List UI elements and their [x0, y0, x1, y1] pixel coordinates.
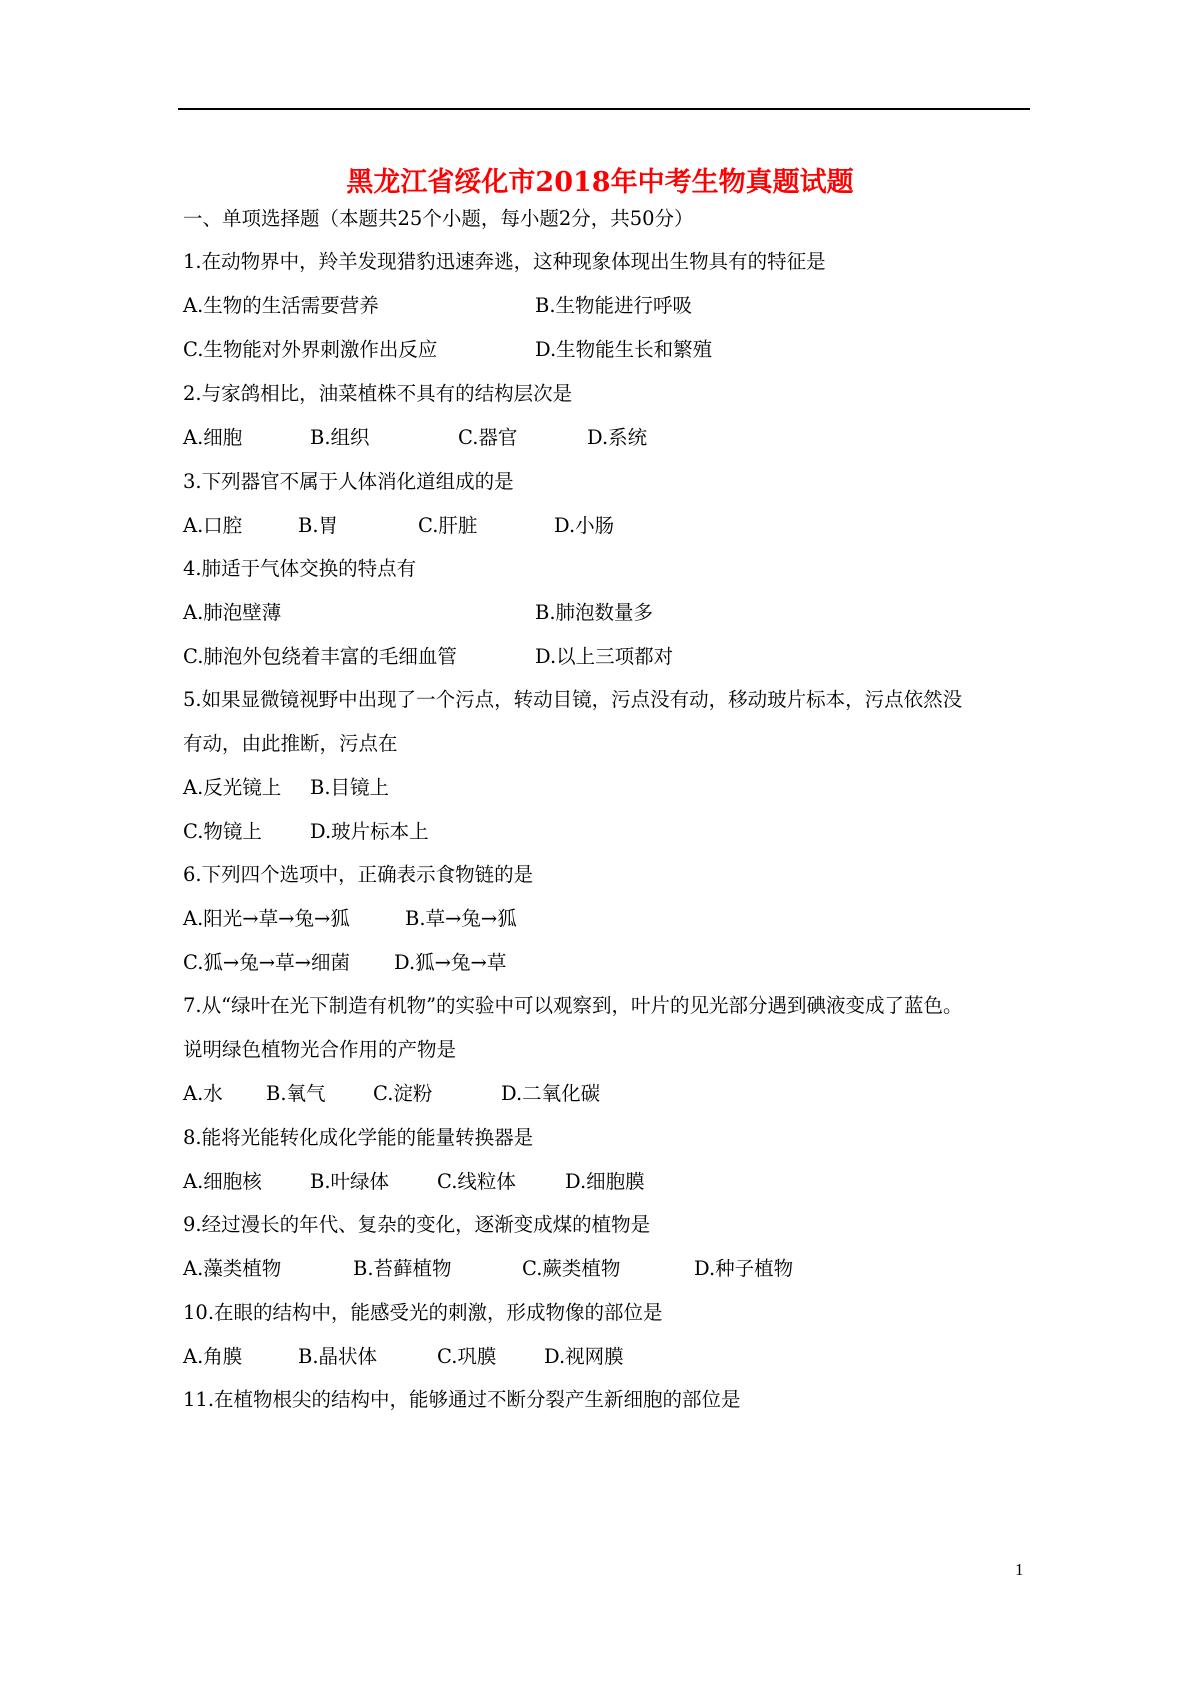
question-stem: 9.经过漫长的年代、复杂的变化，逐渐变成煤的植物是	[183, 1213, 651, 1236]
option-a: A.角膜	[183, 1345, 243, 1368]
question-stem: 1.在动物界中，羚羊发现猎豹迅速奔逃，这种现象体现出生物具有的特征是	[183, 250, 826, 273]
option-b: B.叶绿体	[310, 1170, 390, 1193]
option-d: D.生物能生长和繁殖	[535, 338, 713, 361]
option-a: A.细胞核	[183, 1170, 262, 1193]
option-a: A.反光镜上	[183, 776, 282, 799]
question-stem: 10.在眼的结构中，能感受光的刺激，形成物像的部位是	[183, 1301, 663, 1324]
option-b: B.草→兔→狐	[405, 907, 517, 930]
option-c: C.蕨类植物	[522, 1257, 621, 1280]
option-b: B.苔藓植物	[353, 1257, 452, 1280]
option-b: B.胃	[298, 514, 339, 537]
option-c: C.生物能对外界刺激作出反应	[183, 338, 438, 361]
option-a: A.肺泡壁薄	[183, 601, 282, 624]
option-b: B.目镜上	[310, 776, 390, 799]
question-stem: 4.肺适于气体交换的特点有	[183, 557, 417, 580]
question-stem-continued: 说明绿色植物光合作用的产物是	[183, 1038, 457, 1061]
document-title: 黑龙江省绥化市2018年中考生物真题试题	[346, 167, 854, 198]
option-a: A.阳光→草→兔→狐	[183, 907, 350, 930]
question-stem-continued: 有动，由此推断，污点在	[183, 732, 398, 755]
question-stem: 3.下列器官不属于人体消化道组成的是	[183, 470, 514, 493]
option-a: A.细胞	[183, 426, 243, 449]
option-d: D.狐→兔→草	[394, 951, 507, 974]
option-c: C.狐→兔→草→细菌	[183, 951, 350, 974]
option-d: D.种子植物	[694, 1257, 794, 1280]
option-b: B.晶状体	[298, 1345, 378, 1368]
option-d: D.以上三项都对	[535, 645, 674, 668]
option-c: C.线粒体	[437, 1170, 516, 1193]
option-d: D.二氧化碳	[501, 1082, 601, 1105]
option-c: C.巩膜	[437, 1345, 497, 1368]
option-a: A.藻类植物	[183, 1257, 282, 1280]
option-d: D.玻片标本上	[310, 820, 429, 843]
option-d: D.系统	[587, 426, 648, 449]
question-stem: 7.从“绿叶在光下制造有机物”的实验中可以观察到，叶片的见光部分遇到碘液变成了蓝色。	[183, 994, 963, 1017]
header-rule	[178, 108, 1030, 110]
option-c: C.淀粉	[373, 1082, 433, 1105]
page-number: 1	[1015, 1560, 1024, 1579]
option-a: A.生物的生活需要营养	[183, 294, 379, 317]
option-d: D.小肠	[554, 514, 615, 537]
option-b: B.氧气	[266, 1082, 326, 1105]
option-b: B.生物能进行呼吸	[535, 294, 693, 317]
option-c: C.肝脏	[418, 514, 478, 537]
option-b: B.组织	[310, 426, 370, 449]
option-a: A.水	[183, 1082, 223, 1105]
option-b: B.肺泡数量多	[535, 601, 654, 624]
question-stem: 6.下列四个选项中，正确表示食物链的是	[183, 863, 534, 886]
question-stem: 8.能将光能转化成化学能的能量转换器是	[183, 1126, 534, 1149]
option-d: D.视网膜	[544, 1345, 624, 1368]
option-c: C.肺泡外包绕着丰富的毛细血管	[183, 645, 457, 668]
option-a: A.口腔	[183, 514, 243, 537]
question-stem: 11.在植物根尖的结构中，能够通过不断分裂产生新细胞的部位是	[183, 1388, 741, 1411]
question-stem: 2.与家鸽相比，油菜植株不具有的结构层次是	[183, 382, 573, 405]
option-c: C.物镜上	[183, 820, 262, 843]
question-stem: 5.如果显微镜视野中出现了一个污点，转动目镜，污点没有动，移动玻片标本，污点依然没	[183, 688, 963, 711]
option-d: D.细胞膜	[565, 1170, 645, 1193]
section-heading: 一、单项选择题（本题共25个小题，每小题2分，共50分）	[183, 207, 694, 230]
option-c: C.器官	[458, 426, 518, 449]
